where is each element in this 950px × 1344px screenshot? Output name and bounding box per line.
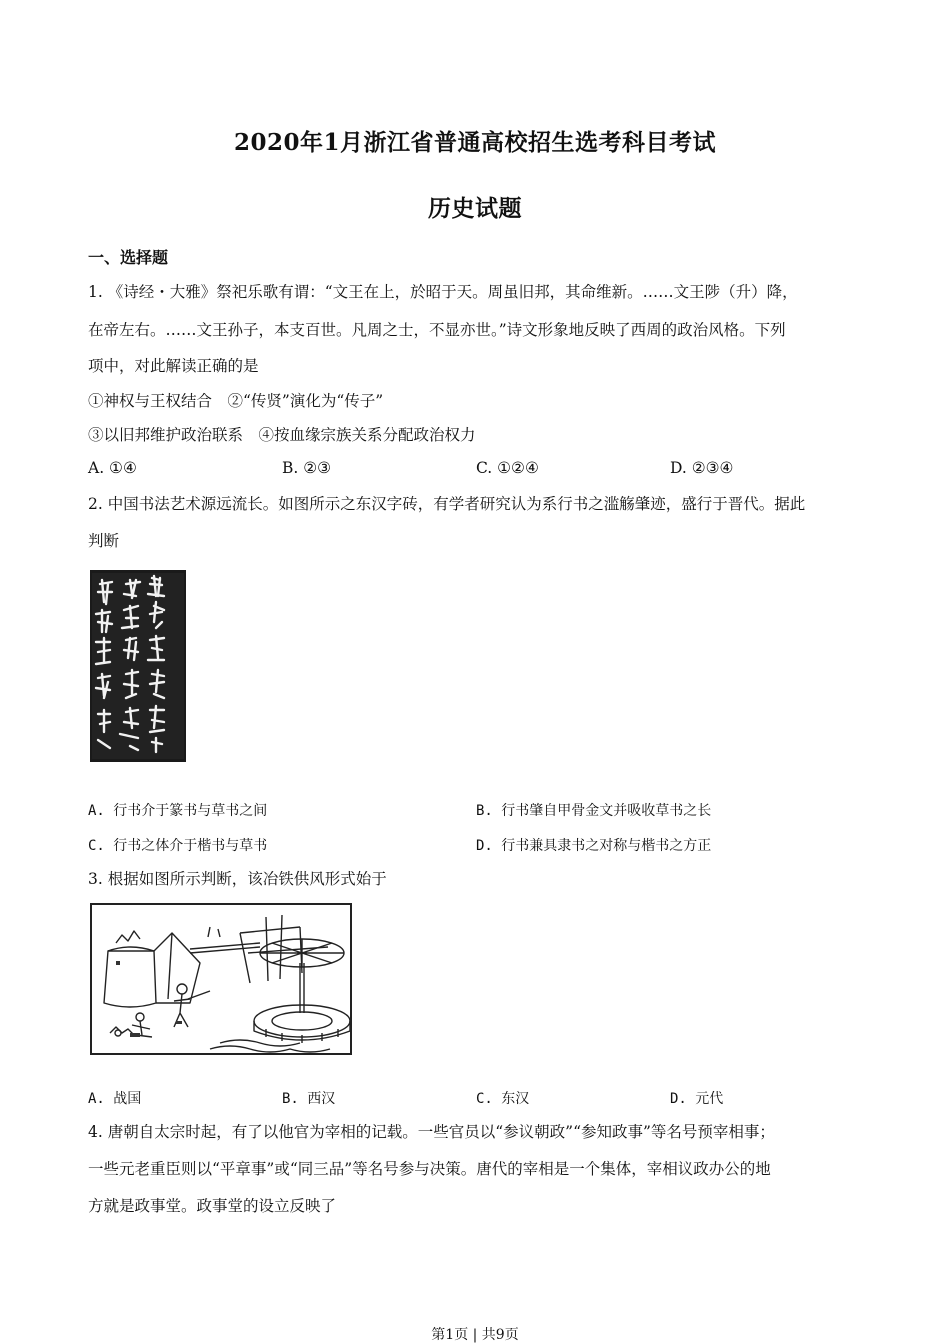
page-number: 第1页 | 共9页 <box>431 1327 519 1343</box>
q2-option-d: D. 行书兼具隶书之对称与楷书之方正 <box>476 838 712 854</box>
q3-line: 3. 根据如图所示判断，该冶铁供风形式始于 <box>88 870 387 888</box>
q2-line-1: 2. 中国书法艺术源远流长。如图所示之东汉字砖，有学者研究认为系行书之滥觞肇迹，盛行于晋代。据此 <box>88 495 806 513</box>
q3-option-a: A. 战国 <box>88 1091 142 1107</box>
calligraphy-brick-image <box>90 570 186 762</box>
q1-line-1: 1. 《诗经・大雅》祭祀乐歌有谓：“文王在上，於昭于天。周虽旧邦，其命维新。……文王陟（升）降， <box>88 283 798 301</box>
q3-option-d: D. 元代 <box>670 1091 724 1107</box>
q1-option-b: B. ②③ <box>282 459 332 477</box>
section-heading: 一、选择题 <box>88 248 169 267</box>
q2-line-2: 判断 <box>88 532 120 550</box>
iron-smelting-illustration <box>90 903 352 1055</box>
exam-title: 2020年1月浙江省普通高校招生选考科目考试 <box>233 129 717 156</box>
q2-option-b: B. 行书肇自甲骨金文并吸收草书之长 <box>476 803 712 819</box>
q1-line-2: 在帝左右。……文王孙子，本支百世。凡周之士，不显亦世。”诗文形象地反映了西周的政治风格。下列 <box>88 321 786 339</box>
q1-items-1: ①神权与王权结合 ②“传贤”演化为“传子” <box>88 392 384 410</box>
q1-option-c: C. ①②④ <box>476 459 539 477</box>
q1-option-a: A. ①④ <box>88 459 137 477</box>
q1-line-3: 项中，对此解读正确的是 <box>88 357 259 375</box>
q4-line-3: 方就是政事堂。政事堂的设立反映了 <box>88 1197 337 1215</box>
q1-option-d: D. ②③④ <box>670 459 734 477</box>
q1-items-2: ③以旧邦维护政治联系 ④按血缘宗族关系分配政治权力 <box>88 426 476 444</box>
q4-line-1: 4. 唐朝自太宗时起，有了以他官为宰相的记载。一些官员以“参议朝政”“参知政事”等名号预宰相事； <box>88 1123 775 1141</box>
q3-option-b: B. 西汉 <box>282 1091 336 1107</box>
exam-subtitle: 历史试题 <box>428 195 522 222</box>
q2-option-a: A. 行书介于篆书与草书之间 <box>88 803 268 819</box>
q2-option-c: C. 行书之体介于楷书与草书 <box>88 838 268 854</box>
q4-line-2: 一些元老重臣则以“平章事”或“同三品”等名号参与决策。唐代的宰相是一个集体，宰相议政办公的地 <box>88 1160 771 1178</box>
q3-option-c: C. 东汉 <box>476 1091 530 1107</box>
